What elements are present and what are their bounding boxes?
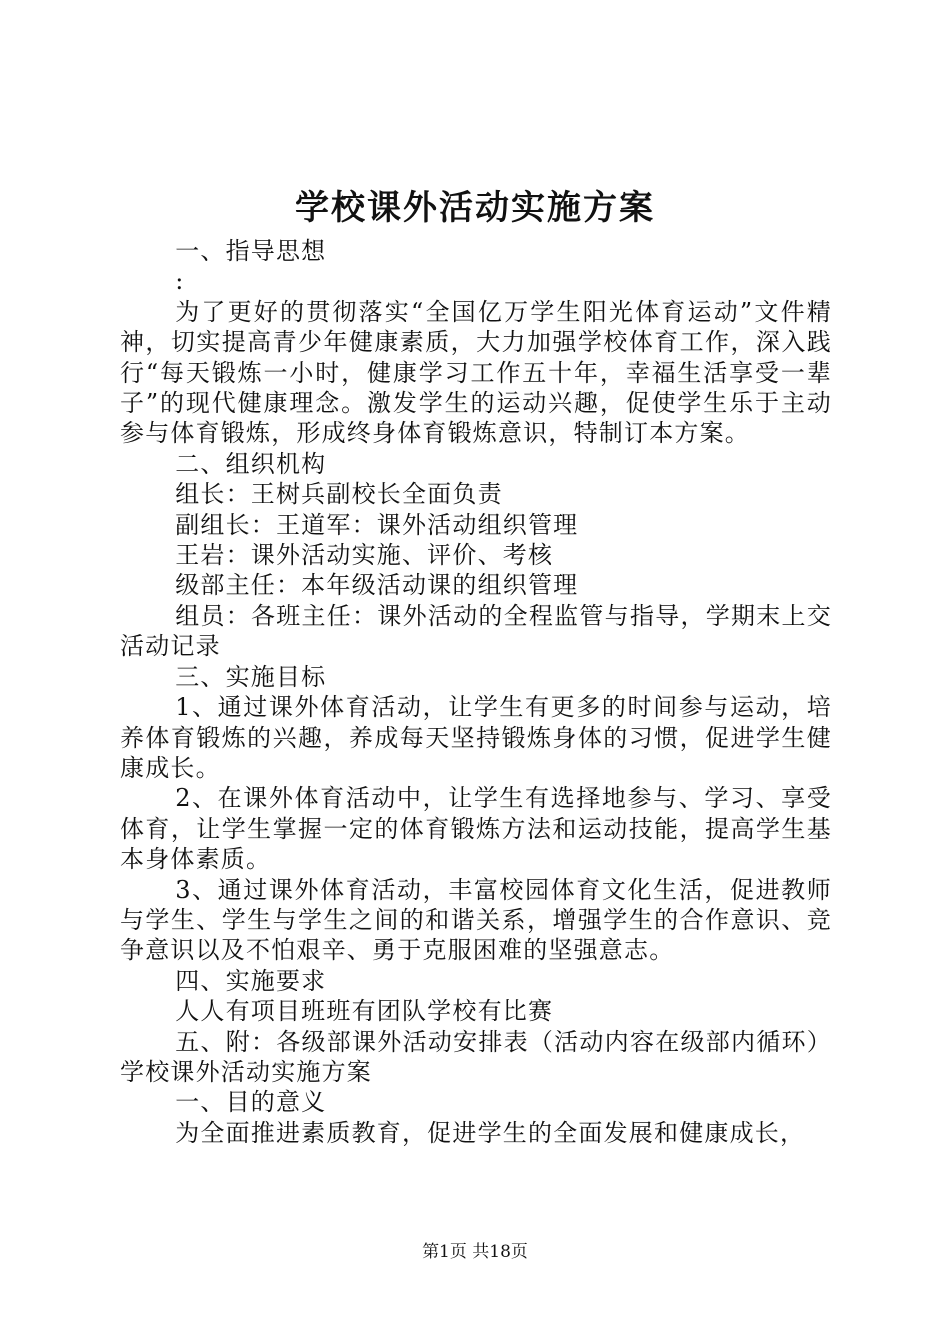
goal-1: 1、通过课外体育活动，让学生有更多的时间参与运动，培养体育锻炼的兴趣，养成每天坚持锻炼身体的习惯，促进学生健康成长。 [120, 693, 832, 782]
document-body [120, 236, 832, 1148]
paragraph-purpose-2: 为全面推进素质教育，促进学生的全面发展和健康成长， [175, 1118, 806, 1147]
org-line-deputy: 副组长：王道军：课外活动组织管理 [175, 510, 579, 539]
section-heading-requirements: 四、实施要求 [175, 966, 327, 995]
goal-3: 3、通过课外体育活动，丰富校园体育文化生活，促进教师与学生、学生与学生之间的和谐关系，增强学生的合作意识、竞争意识以及不怕艰辛、勇于克服困难的坚强意志。 [120, 875, 832, 965]
page-number-footer: 第1页 共18页 [422, 1242, 528, 1262]
paragraph-purpose: 为了更好的贯彻落实“全国亿万学生阳光体育运动”文件精神，切实提高青少年健康素质，大力加强学校体育工作，深入践行“每天锻炼一小时，健康学习工作五十年，幸福生活享受一辈子”的现代健康理念。激发学生的运动兴趣，促使学生乐于主动参与体育锻炼，形成终身体育锻炼意识，特制订本方案。 [120, 297, 832, 448]
colon-line: : [175, 267, 185, 296]
document-title: 学校课外活动实施方案 [295, 188, 655, 228]
requirement-line: 人人有项目班班有团队学校有比赛 [175, 997, 554, 1026]
org-line-grade-director: 级部主任：本年级活动课的组织管理 [175, 571, 579, 600]
section-heading-purpose: 一、目的意义 [175, 1088, 327, 1117]
goal-2: 2、在课外体育活动中，让学生有选择地参与、学习、享受体育，让学生掌握一定的体育锻炼方法和运动技能，提高学生基本身体素质。 [120, 784, 832, 874]
org-line-members: 组员：各班主任：课外活动的全程监管与指导，学期末上交活动记录 [120, 601, 832, 661]
section-heading-guiding-thought: 一、指导思想 [175, 237, 327, 265]
org-line-wangyan: 王岩：课外活动实施、评价、考核 [175, 541, 554, 570]
section-heading-organization: 二、组织机构 [175, 449, 327, 478]
appendix-line: 五、附：各级部课外活动安排表（活动内容在级部内循环）学校课外活动实施方案 [120, 1027, 832, 1086]
section-heading-goals: 三、实施目标 [175, 662, 327, 691]
org-line-leader: 组长：王树兵副校长全面负责 [175, 480, 503, 509]
